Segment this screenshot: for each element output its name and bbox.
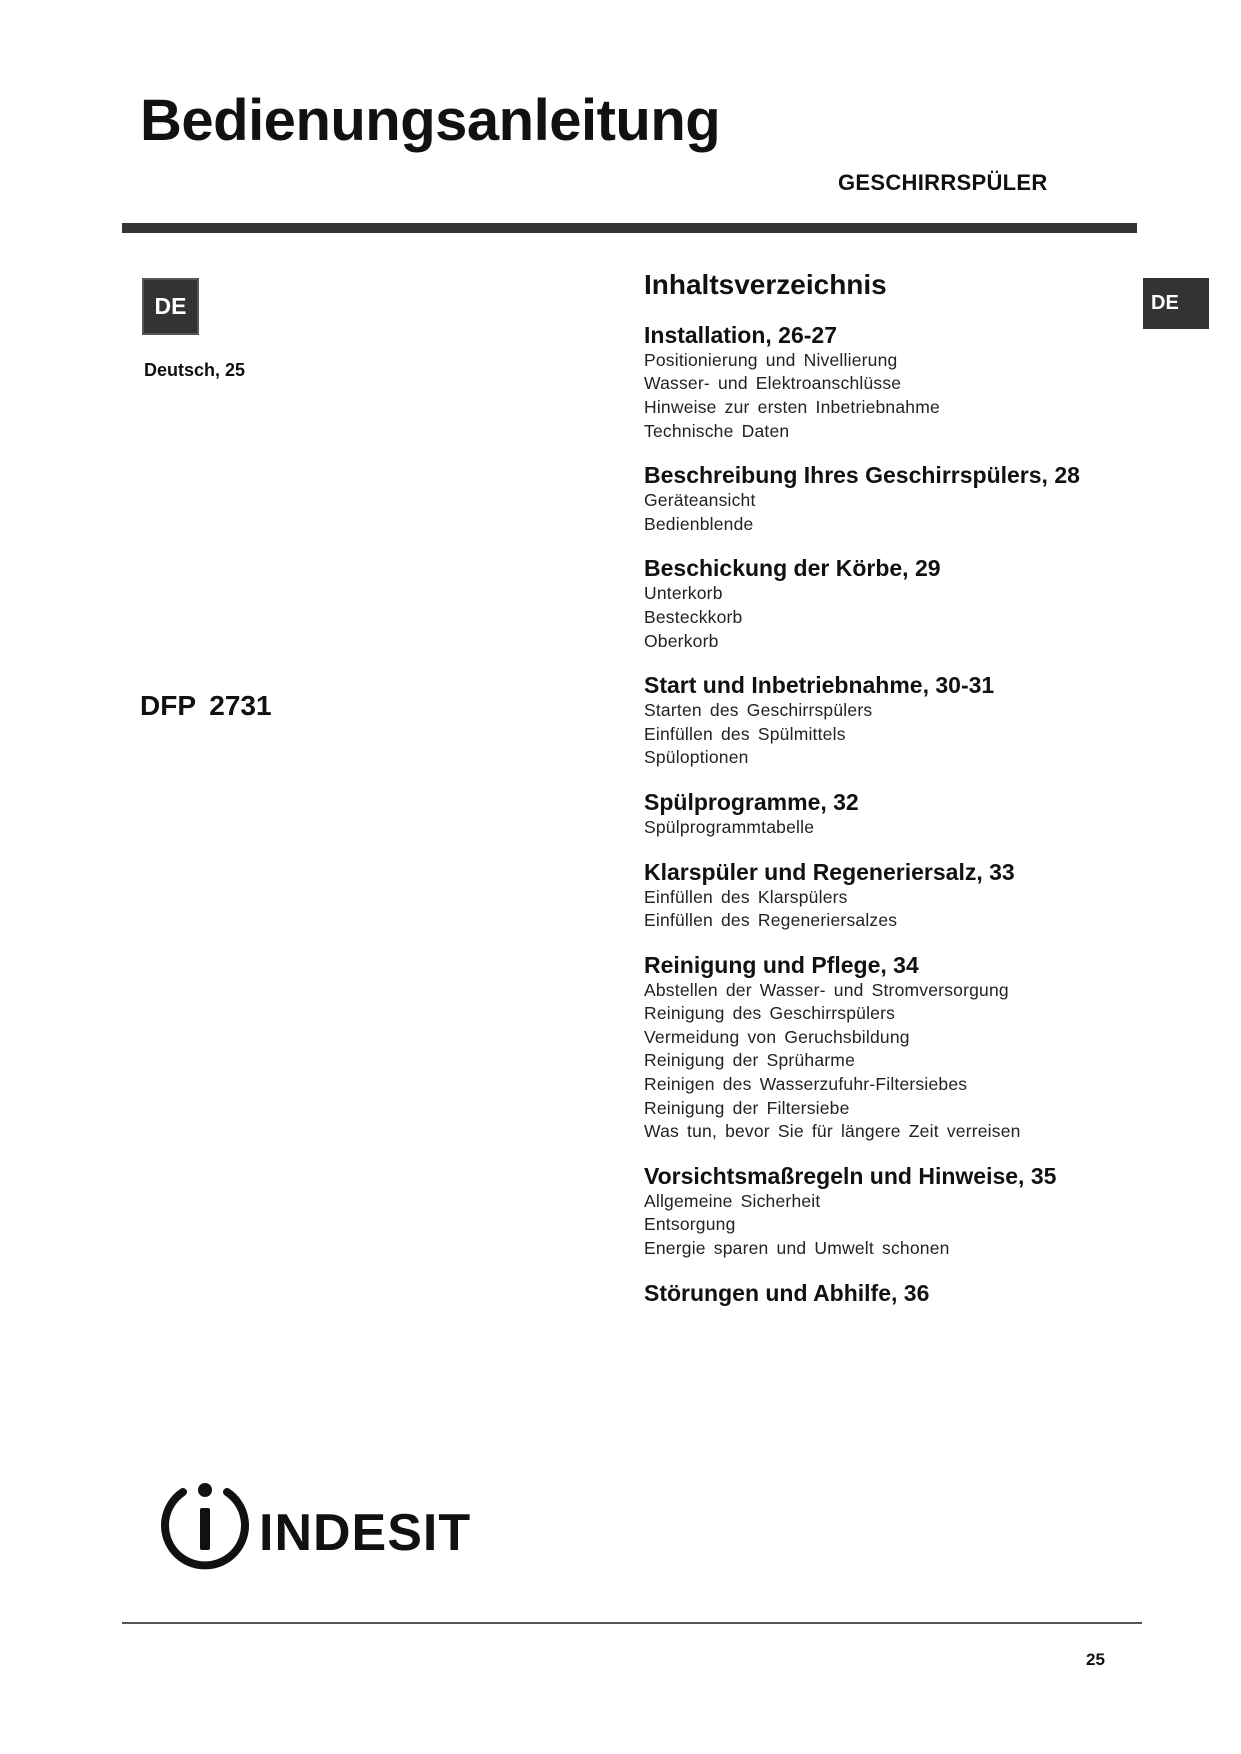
toc-heading[interactable]: Beschreibung Ihres Geschirrspülers, 28 (644, 462, 1080, 489)
toc-section (644, 554, 1124, 653)
toc-item[interactable]: Was tun, bevor Sie für längere Zeit verreisen (644, 1121, 1021, 1142)
toc-title: Inhaltsverzeichnis (644, 269, 887, 300)
toc-item[interactable]: Technische Daten (644, 420, 790, 441)
language-entry: Deutsch, 25 (144, 360, 246, 380)
indesit-circle-i-icon (165, 1483, 245, 1565)
side-language-tab: DE (1143, 278, 1209, 329)
toc-section (644, 1162, 1124, 1261)
toc-item[interactable]: Einfüllen des Spülmittels (644, 723, 846, 744)
toc-section (644, 788, 1124, 840)
brand-wordmark: INDESIT (259, 1504, 472, 1562)
toc-item[interactable]: Einfüllen des Regeneriersalzes (644, 910, 898, 931)
model-number: DFP 2731 (140, 690, 272, 721)
toc-item[interactable]: Geräteansicht (644, 490, 756, 511)
toc-item[interactable]: Oberkorb (644, 630, 719, 651)
page-subtitle: GESCHIRRSPÜLER (838, 170, 1048, 195)
toc-item[interactable]: Vermeidung von Geruchsbildung (644, 1026, 910, 1047)
toc-section (644, 951, 1124, 1144)
toc-heading[interactable]: Beschickung der Körbe, 29 (644, 555, 941, 582)
page-number: 25 (1086, 1650, 1105, 1669)
toc-item[interactable]: Spüloptionen (644, 747, 749, 768)
toc-section (644, 461, 1124, 536)
header-divider (122, 223, 1137, 233)
toc-section (644, 1279, 1124, 1307)
toc-item[interactable]: Reinigen des Wasserzufuhr-Filtersiebes (644, 1074, 968, 1095)
page-title: Bedienungsanleitung (140, 88, 721, 153)
toc-item[interactable]: Reinigung der Sprüharme (644, 1050, 855, 1071)
toc-item[interactable]: Wasser- und Elektroanschlüsse (644, 373, 902, 394)
toc-item[interactable]: Bedienblende (644, 513, 754, 534)
toc-heading[interactable]: Störungen und Abhilfe, 36 (644, 1279, 930, 1306)
toc-sections (644, 321, 1124, 1307)
toc-heading[interactable]: Reinigung und Pflege, 34 (644, 951, 919, 978)
toc-heading[interactable]: Start und Inbetriebnahme, 30-31 (644, 672, 995, 699)
toc-section (644, 671, 1124, 770)
toc-item[interactable]: Reinigung des Geschirrspülers (644, 1003, 896, 1024)
table-of-contents (644, 270, 1124, 1325)
footer-divider (122, 1622, 1142, 1624)
toc-heading[interactable]: Spülprogramme, 32 (644, 788, 859, 815)
toc-item[interactable]: Allgemeine Sicherheit (644, 1190, 821, 1211)
toc-item[interactable]: Reinigung der Filtersiebe (644, 1097, 850, 1118)
toc-item[interactable]: Entsorgung (644, 1214, 736, 1235)
toc-item[interactable]: Besteckkorb (644, 606, 743, 627)
toc-item[interactable]: Energie sparen und Umwelt schonen (644, 1238, 950, 1259)
toc-item[interactable]: Abstellen der Wasser- und Stromversorgung (644, 979, 1009, 1000)
toc-heading[interactable]: Vorsichtsmaßregeln und Hinweise, 35 (644, 1162, 1057, 1189)
toc-item[interactable]: Starten des Geschirrspülers (644, 700, 873, 721)
toc-section (644, 321, 1124, 443)
toc-item[interactable]: Hinweise zur ersten Inbetriebnahme (644, 396, 940, 417)
toc-item[interactable]: Einfüllen des Klarspülers (644, 886, 848, 907)
toc-section (644, 858, 1124, 933)
toc-item[interactable]: Positionierung und Nivellierung (644, 349, 898, 370)
toc-item[interactable]: Spülprogrammtabelle (644, 816, 815, 837)
toc-heading[interactable]: Klarspüler und Regeneriersalz, 33 (644, 858, 1015, 885)
toc-heading[interactable]: Installation, 26-27 (644, 321, 838, 348)
indesit-logo (155, 1478, 495, 1578)
toc-item[interactable]: Unterkorb (644, 583, 723, 604)
language-badge: DE (142, 278, 199, 335)
